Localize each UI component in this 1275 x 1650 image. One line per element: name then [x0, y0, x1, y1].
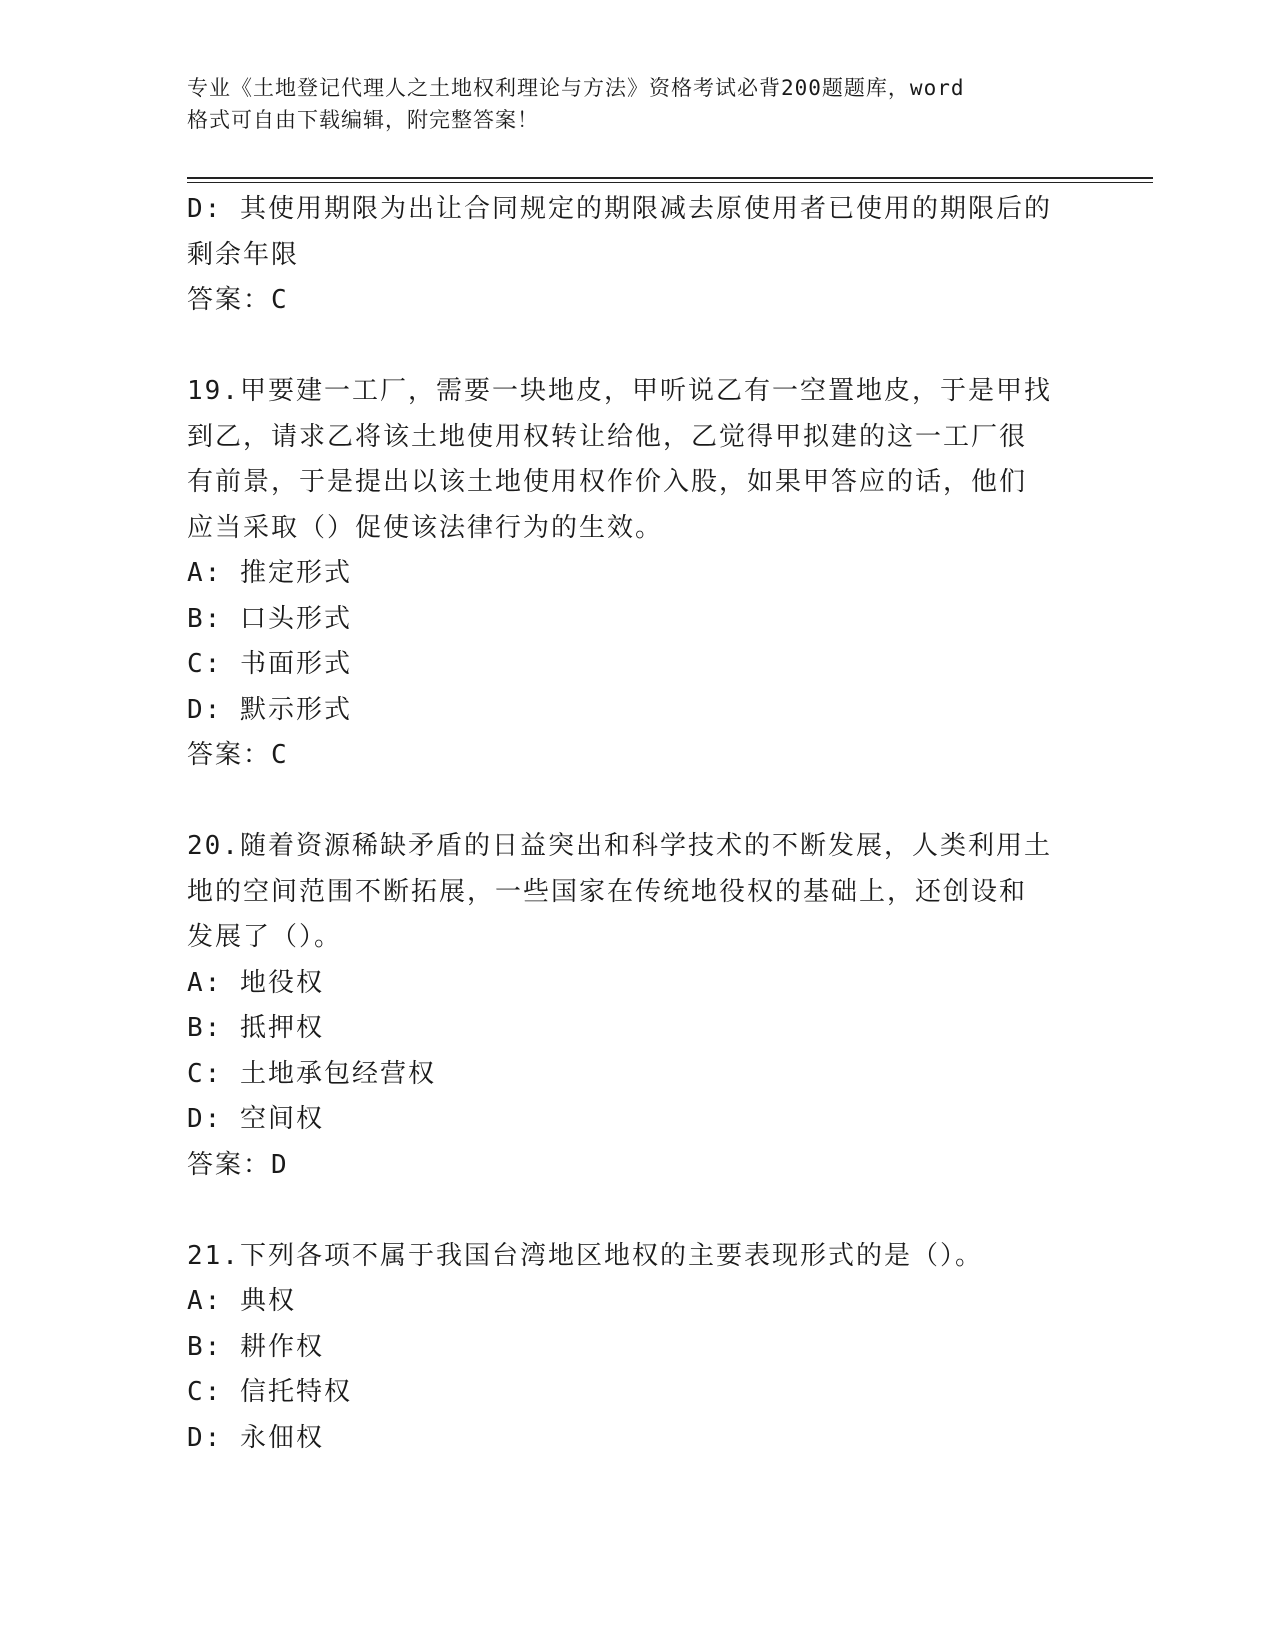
page-header — [187, 72, 1067, 136]
question-stem: 19.甲要建一工厂，需要一块地皮，甲听说乙有一空置地皮，于是甲找 — [187, 376, 1052, 406]
option-a: A: 推定形式 — [187, 558, 352, 588]
question-19 — [187, 369, 1087, 779]
question-18-continued — [187, 187, 1087, 324]
option-a: A: 典权 — [187, 1286, 296, 1316]
document-body — [187, 187, 1087, 1461]
option-c: C: 信托特权 — [187, 1377, 352, 1407]
answer-line: 答案：C — [187, 285, 289, 315]
option-a: A: 地役权 — [187, 967, 324, 998]
option-b: B: 耕作权 — [187, 1331, 324, 1362]
option-c: C: 书面形式 — [187, 649, 352, 679]
option-d: D: 其使用期限为出让合同规定的期限减去原使用者已使用的期限后的 — [187, 194, 1052, 224]
question-stem: 21.下列各项不属于我国台湾地区地权的主要表现形式的是（）。 — [187, 1240, 983, 1271]
question-20 — [187, 824, 1087, 1188]
option-d: D: 永佃权 — [187, 1422, 324, 1453]
option-d-continued: 剩余年限 — [187, 239, 300, 270]
spacer — [187, 779, 1087, 825]
question-21 — [187, 1234, 1087, 1462]
answer-line: 答案：C — [187, 740, 289, 770]
option-d: D: 默示形式 — [187, 694, 352, 725]
option-b: B: 口头形式 — [187, 603, 352, 634]
question-stem: 地的空间范围不断拓展，一些国家在传统地役权的基础上，还创设和 — [187, 876, 1028, 907]
header-title-line2: 格式可自由下载编辑，附完整答案！ — [187, 108, 539, 132]
header-rule-thin — [187, 182, 1153, 183]
question-stem: 应当采取（）促使该法律行为的生效。 — [187, 512, 664, 543]
header-title-line1: 专业《土地登记代理人之土地权利理论与方法》资格考试必背200题题库，word — [187, 76, 965, 100]
answer-line: 答案：D — [187, 1149, 289, 1180]
header-rule-thick — [187, 177, 1153, 179]
question-stem: 发展了（）。 — [187, 922, 343, 952]
question-stem: 有前景，于是提出以该土地使用权作价入股，如果甲答应的话，他们 — [187, 467, 1028, 497]
spacer — [187, 324, 1087, 370]
spacer — [187, 1188, 1087, 1234]
question-stem: 20.随着资源稀缺矛盾的日益突出和科学技术的不断发展，人类利用土 — [187, 831, 1052, 861]
option-c: C: 土地承包经营权 — [187, 1058, 436, 1089]
option-b: B: 抵押权 — [187, 1013, 324, 1043]
question-stem: 到乙，请求乙将该土地使用权转让给他，乙觉得甲拟建的这一工厂很 — [187, 421, 1028, 452]
option-d: D: 空间权 — [187, 1104, 324, 1134]
